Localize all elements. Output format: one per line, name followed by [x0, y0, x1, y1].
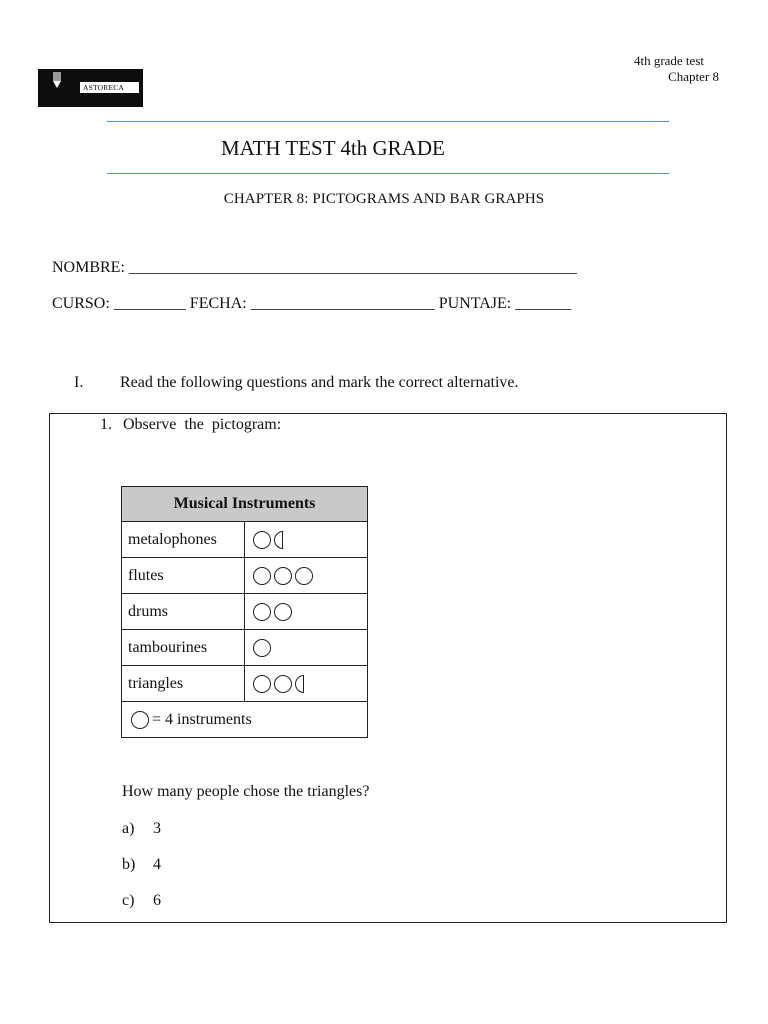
instrument-label: drums — [122, 594, 245, 630]
school-logo — [38, 69, 143, 107]
pictogram-row — [122, 522, 368, 558]
circle-icon — [131, 711, 149, 729]
option-letter[interactable]: b) — [122, 856, 136, 873]
pictogram-legend — [122, 702, 368, 738]
title-rule-bottom — [107, 173, 669, 174]
circle-icon — [253, 675, 271, 693]
nombre-field[interactable]: NOMBRE: ________________________________________________________ — [52, 259, 577, 276]
circle-icon — [274, 603, 292, 621]
pencil-icon — [52, 72, 62, 88]
question-number: 1. — [100, 416, 112, 433]
page-subtitle: CHAPTER 8: PICTOGRAMS AND BAR GRAPHS — [223, 191, 545, 207]
legend-text: = 4 instruments — [152, 710, 252, 728]
question-text: How many people chose the triangles? — [122, 783, 370, 800]
curso-fecha-puntaje-field[interactable]: CURSO: _________ FECHA: _______________________ PUNTAJE: _______ — [52, 295, 572, 312]
option-letter[interactable]: a) — [122, 820, 135, 837]
option-letter[interactable]: c) — [122, 892, 135, 909]
option-value[interactable]: 6 — [153, 892, 161, 909]
pictogram-header: Musical Instruments — [122, 487, 368, 522]
section-instruction: Read the following questions and mark the correct alternative. — [120, 374, 519, 391]
pictogram-row — [122, 666, 368, 702]
half-circle-icon — [295, 675, 304, 693]
question-prompt: Observe the pictogram: — [123, 416, 282, 433]
header-test-label: 4th grade test — [633, 53, 704, 68]
title-rule-top — [107, 121, 669, 122]
pictogram-row — [122, 594, 368, 630]
circle-icon — [253, 639, 271, 657]
instrument-symbols — [245, 630, 368, 666]
pictogram-row — [122, 558, 368, 594]
pictogram-table — [121, 486, 368, 738]
circle-icon — [274, 675, 292, 693]
option-value[interactable]: 3 — [153, 820, 161, 837]
instrument-symbols — [245, 666, 368, 702]
circle-icon — [253, 567, 271, 585]
instrument-label: tambourines — [122, 630, 245, 666]
circle-icon — [253, 603, 271, 621]
instrument-label: triangles — [122, 666, 245, 702]
instrument-label: flutes — [122, 558, 245, 594]
page-title: MATH TEST 4th GRADE — [221, 136, 445, 160]
pictogram-row — [122, 630, 368, 666]
instrument-symbols — [245, 522, 368, 558]
logo-text: ASTORECA — [80, 82, 139, 93]
circle-icon — [253, 531, 271, 549]
circle-icon — [274, 567, 292, 585]
option-value[interactable]: 4 — [153, 856, 161, 873]
header-chapter-label: Chapter 8 — [668, 69, 719, 84]
half-circle-icon — [274, 531, 283, 549]
instrument-label: metalophones — [122, 522, 245, 558]
section-numeral: I. — [74, 374, 84, 391]
instrument-symbols — [245, 558, 368, 594]
instrument-symbols — [245, 594, 368, 630]
circle-icon — [295, 567, 313, 585]
